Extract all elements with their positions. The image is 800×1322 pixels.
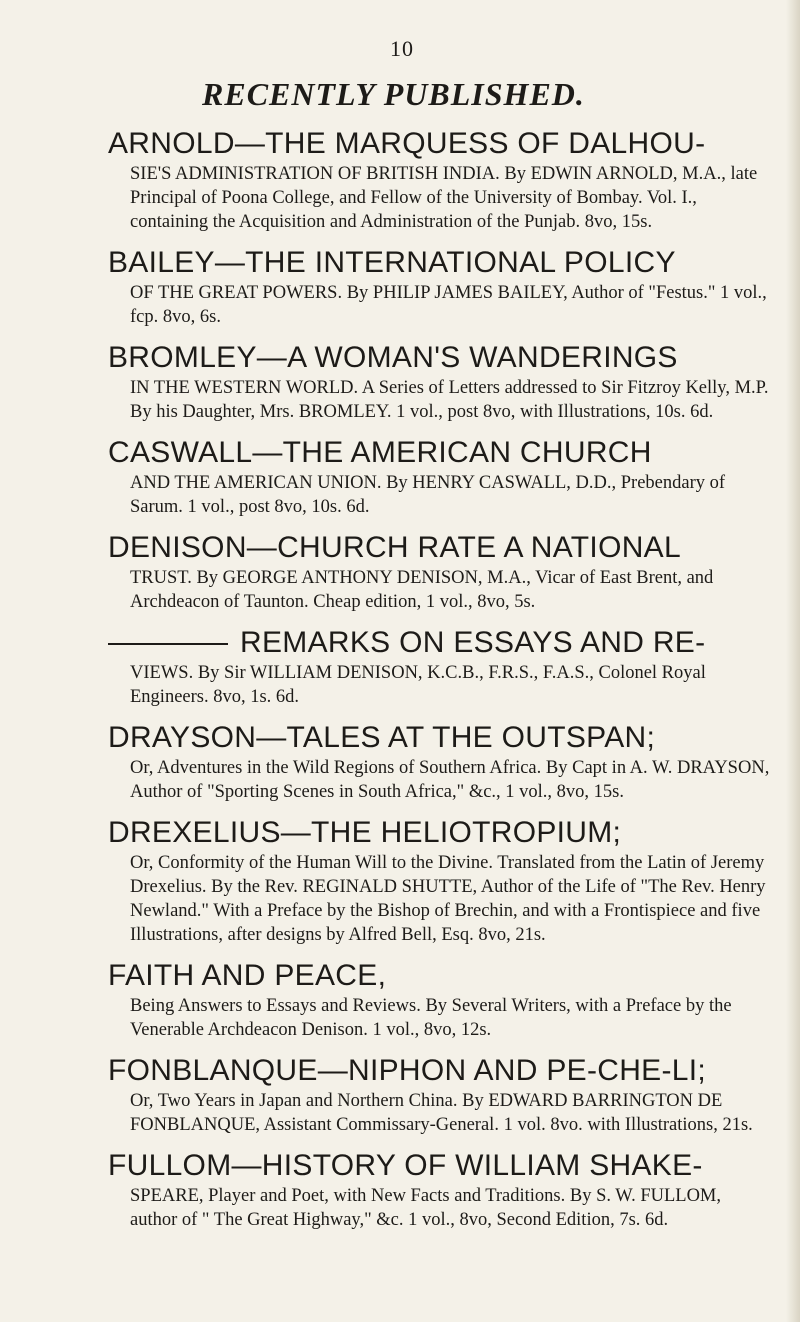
entry-description: IN THE WESTERN WORLD. A Series of Letters addressed to Sir Fitzroy Kelly, M.P. By his Daughter, Mrs. BROMLEY. 1 vol., post 8vo, with Illustrations, 10s. 6d. [130,378,769,422]
entry-heading [108,436,772,470]
book-entry [108,531,772,614]
entry-description: Or, Conformity of the Human Will to the Divine. Translated from the Latin of Jeremy Drexelius. By the Rev. REGINALD SHUTTE, Author of the Life of "The Rev. Henry Newland." With a Preface by the Bishop of Brechin, and with a Frontispiece and five Illustrations, after designs by Alfred Bell, Esq. 8vo, 21s. [130,853,766,945]
entry-heading [108,246,772,280]
entry-heading-text: BAILEY—THE INTERNATIONAL POLICY [108,246,676,279]
entry-heading-text: ARNOLD—THE MARQUESS OF DALHOU- [108,127,706,160]
entry-heading-text: DRAYSON—TALES AT THE OUTSPAN; [108,721,656,754]
book-entry [108,816,772,947]
page-edge-shadow [786,0,800,1322]
book-entry [108,341,772,424]
entry-heading-text: FAITH AND PEACE, [108,959,387,992]
book-entry [108,1054,772,1137]
entry-description: SIE'S ADMINISTRATION OF BRITISH INDIA. By EDWIN ARNOLD, M.A., late Principal of Poona College, and Fellow of the University of Bombay. Vol. I., containing the Acquisition and Administration of the Punjab. 8vo, 15s. [130,164,758,232]
entry-description: Being Answers to Essays and Reviews. By Several Writers, with a Preface by the Venerable Archdeacon Denison. 1 vol., 8vo, 12s. [130,996,732,1040]
entry-heading-text: DENISON—CHURCH RATE A NATIONAL [108,531,681,564]
entry-heading [108,1149,772,1183]
book-entry [108,721,772,804]
entry-description: SPEARE, Player and Poet, with New Facts and Traditions. By S. W. FULLOM, author of " The Great Highway," &c. 1 vol., 8vo, Second Edition, 7s. 6d. [130,1186,721,1230]
entry-description: OF THE GREAT POWERS. By PHILIP JAMES BAILEY, Author of "Festus." 1 vol., fcp. 8vo, 6s. [130,283,767,327]
entry-description: TRUST. By GEORGE ANTHONY DENISON, M.A., Vicar of East Brent, and Archdeacon of Taunton. Cheap edition, 1 vol., 8vo, 5s. [130,568,714,612]
section-title: RECENTLY PUBLISHED. [202,76,585,112]
entry-heading-text: FULLOM—HISTORY OF WILLIAM SHAKE- [108,1149,703,1182]
book-entry [108,436,772,519]
ditto-rule [108,643,228,645]
book-entry [108,1149,772,1232]
entry-heading [108,721,772,755]
entry-heading-text: BROMLEY—A WOMAN'S WANDERINGS [108,341,678,374]
entry-heading [108,1054,772,1088]
entry-description: AND THE AMERICAN UNION. By HENRY CASWALL, D.D., Prebendary of Sarum. 1 vol., post 8vo, 10s. 6d. [130,473,726,517]
entry-description: Or, Adventures in the Wild Regions of Southern Africa. By Capt in A. W. DRAYSON, Author of "Sporting Scenes in South Africa," &c., 1 vol., 8vo, 15s. [130,758,770,802]
book-entry [108,626,772,709]
book-entry [108,246,772,329]
entry-list [108,127,772,1232]
entry-description: VIEWS. By Sir WILLIAM DENISON, K.C.B., F.R.S., F.A.S., Colonel Royal Engineers. 8vo, 1s. 6d. [130,663,706,707]
entry-heading-text: CASWALL—THE AMERICAN CHURCH [108,436,652,469]
entry-heading [108,626,772,660]
entry-heading [108,816,772,850]
book-entry [108,127,772,234]
entry-heading [108,341,772,375]
book-entry [108,959,772,1042]
entry-heading [108,127,772,161]
page-number: 10 [390,36,414,61]
entry-description: Or, Two Years in Japan and Northern China. By EDWARD BARRINGTON DE FONBLANQUE, Assistant Commissary-General. 1 vol. 8vo. with Illustrations, 21s. [130,1091,753,1135]
entry-heading [108,531,772,565]
entry-heading [108,959,772,993]
entry-heading-text: DREXELIUS—THE HELIOTROPIUM; [108,816,622,849]
entry-heading-text: FONBLANQUE—NIPHON AND PE-CHE-LI; [108,1054,707,1087]
entry-heading-text: REMARKS ON ESSAYS AND RE- [240,626,706,659]
